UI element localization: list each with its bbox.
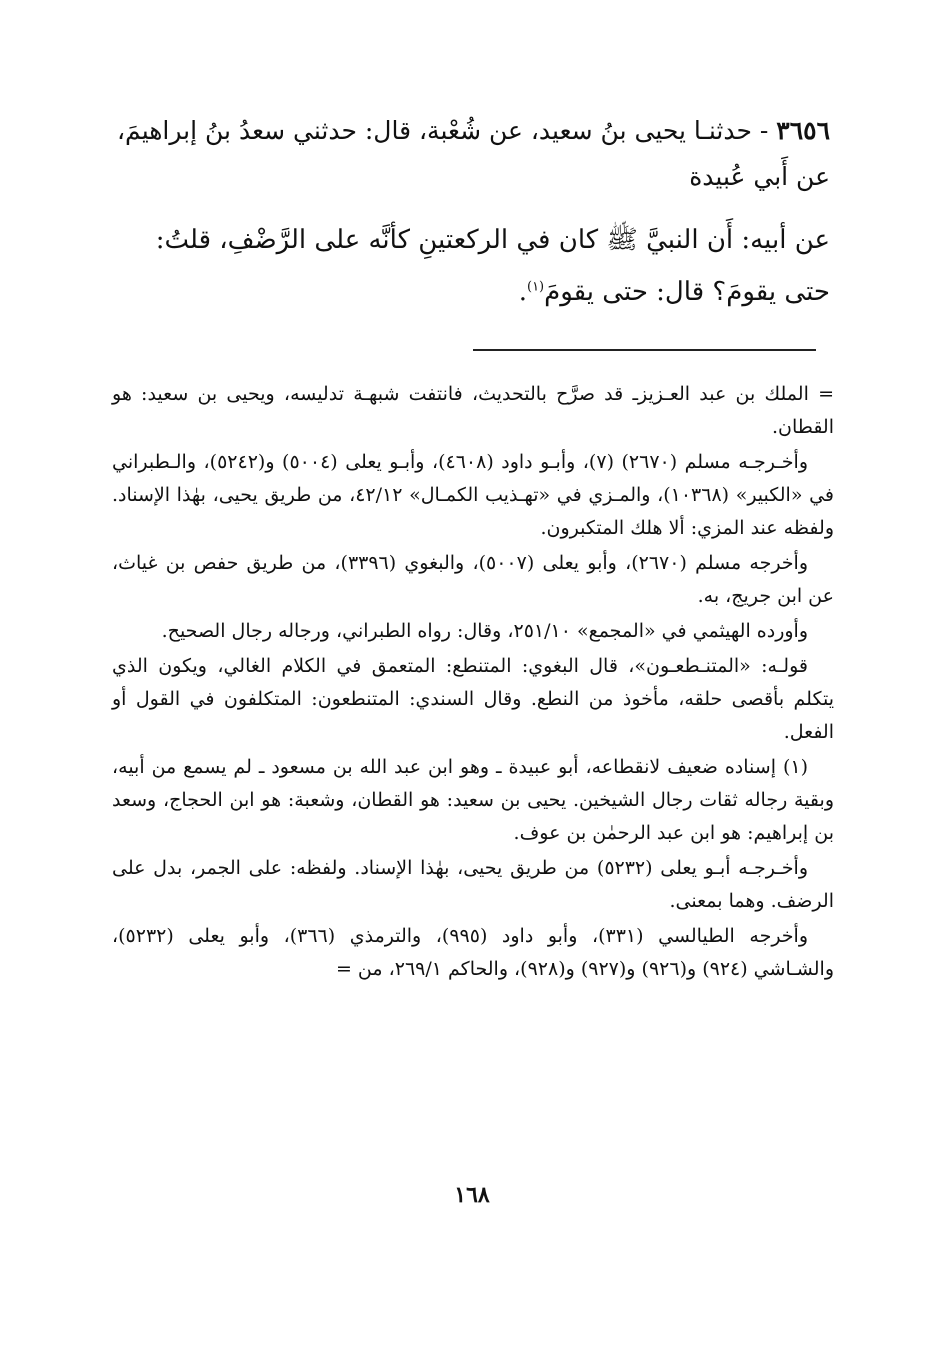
hadith-matn-text: عن أبيه: أَن النبيَّ ﷺ كان في الركعتينِ كأنَّه على الرَّضْفِ، قلتُ: حتى يقومَ؟ قال: حتى يقومَ (155, 225, 830, 307)
hadith-isnad (112, 108, 830, 200)
footnote-paragraph: (١) إسناده ضعيف لانقطاعه، أبو عبيدة ـ وهو ابن عبد الله بن مسعود ـ لم يسمع من أبيه، وبقية رجاله ثقات رجال الشيخين. يحيى بن سعيد: هو القطان، وشعبة: هو ابن الحجاج، وسعد بن إبراهيم: هو ابن عبد الرحمٰن بن عوف. (112, 756, 834, 844)
page-number: ١٦٨ (454, 1182, 490, 1208)
hadith-matn: عن أبيه: أَن النبيَّ ﷺ كان في الركعتينِ كأنَّه على الرَّضْفِ، قلتُ: حتى يقومَ؟ قال: حتى يقومَ$^{(١)}$. (155, 225, 830, 307)
hadith-number: ٣٦٥٦ (776, 116, 830, 145)
footnote-paragraph: وأخرجه مسلم (٢٦٧٠)، وأبو يعلى (٥٠٠٧)، والبغوي (٣٣٩٦)، من طريق حفص بن غياث، عن ابن جريج، به. (112, 552, 834, 607)
hadith-isnad-text: - حدثنـا يحيى بنُ سعيد، عن شُعْبة، قال: حدثني سعدُ بنُ إبراهيمَ، عن أَبي عُبيدة (116, 116, 830, 191)
footnote-paragraph: وأخرجه الطيالسي (٣٣١)، وأبو داود (٩٩٥)، والترمذي (٣٦٦)، وأبو يعلى (٥٢٣٢)، والشـاشي (٩٢٤) و(٩٢٦) و(٩٢٧) و(٩٢٨)، والحاكم ٢٦٩/١، من = (112, 925, 834, 980)
footnote-paragraph: = الملك بن عبد العـزيزـ قد صرَّح بالتحديث، فانتفت شبهـة تدليسه، ويحيى بن سعيد: هو القطان. (112, 383, 834, 438)
footnote-paragraph: وأخـرجـه أبـو يعلى (٥٢٣٢) من طريق يحيى، بهٰذا الإسناد. ولفظه: على الجمر، بدل على الرضف. وهما بمعنى. (112, 857, 834, 912)
footnote-paragraph: وأخـرجـه مسلم (٢٦٧٠) (٧)، وأبـو داود (٤٦٠٨)، وأبـو يعلى (٥٠٠٤) و(٥٢٤٢)، والـطبراني في «الكبير» (١٠٣٦٨)، والمـزي في «تهـذيب الكمـال» ٤٢/١٢، من طريق يحيى، بهٰذا الإسناد. ولفظه عند المزي: ألا هلك المتكبرون. (112, 451, 834, 539)
footnote-marker: (١) (526, 279, 545, 295)
footnote-paragraph: وأورده الهيثمي في «المجمع» ٢٥١/١٠، وقال: رواه الطبراني، ورجاله رجال الصحيح. (161, 620, 808, 642)
footnote-separator (473, 349, 816, 351)
footnote-paragraph: قولـه: «المتنـطعـون»، قال البغوي: المتنطع: المتعمق في الكلام الغالي، ويكون الذي يتكلم بأقصى حلقه، مأخوذ من النطع. وقال السندي: المتنطعون: المتكلفون في القول أو الفعل. (112, 655, 834, 743)
footnotes (112, 378, 834, 988)
